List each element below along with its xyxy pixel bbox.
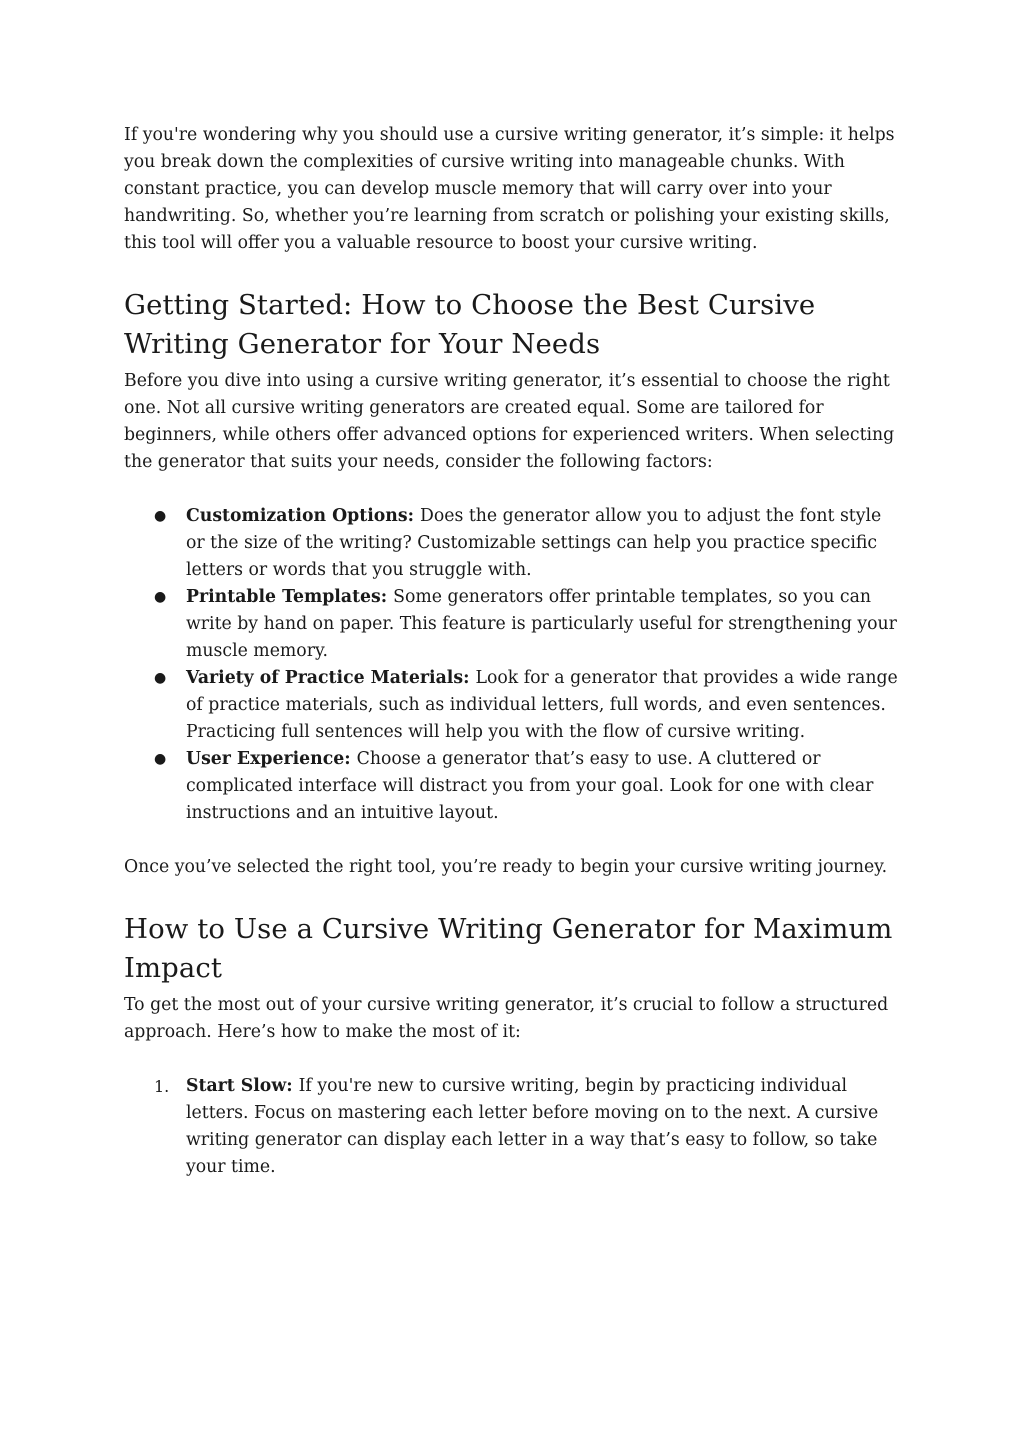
- bullet-icon: ●: [154, 589, 167, 605]
- section-paragraph-choose: Before you dive into using a cursive writing generator, it’s essential to choose the right one. Not all cursive writing generators are created equal. Some are tailored for beginners, while others offer advanced options for experienced writers. When selecting the generator that suits your needs, consider the following factors:: [124, 371, 895, 472]
- list-item-text: Some generators offer printable templates, so you can write by hand on paper. This feature is particularly useful for strengthening your muscle memory.: [186, 587, 897, 661]
- list-item: [124, 584, 904, 665]
- intro-paragraph: If you're wondering why you should use a cursive writing generator, it’s simple: it helps you break down the complexities of cursive writing into manageable chunks. With constant practice, you can develop muscle memory that will carry over into your handwriting. So, whether you’re learning from scratch or polishing your existing skills, this tool will offer you a valuable resource to boost your cursive writing.: [124, 125, 895, 253]
- list-item: [124, 1073, 904, 1181]
- step-number: 1.: [154, 1077, 170, 1096]
- factors-list: [124, 503, 904, 827]
- list-item-text: Look for a generator that provides a wide range of practice materials, such as individual letters, full words, and even sentences. Practicing full sentences will help you with the flow of cursive writing.: [186, 668, 898, 742]
- section-heading-how-to-use: How to Use a Cursive Writing Generator for Maximum Impact: [124, 913, 893, 984]
- list-item-term: User Experience:: [186, 749, 357, 769]
- list-item-text: Choose a generator that’s easy to use. A cluttered or complicated interface will distract you from your goal. Look for one with clear instructions and an intuitive layout.: [186, 749, 874, 823]
- list-item-term: Printable Templates:: [186, 587, 394, 607]
- list-item-text: If you're new to cursive writing, begin by practicing individual letters. Focus on mastering each letter before moving on to the next. A cursive writing generator can display each letter in a way that’s easy to follow, so take your time.: [186, 1076, 879, 1177]
- list-item-text: Does the generator allow you to adjust the font style or the size of the writing? Customizable settings can help you practice specific letters or words that you struggle with.: [186, 506, 882, 580]
- bullet-icon: ●: [154, 508, 167, 524]
- section-paragraph-structured: To get the most out of your cursive writing generator, it’s crucial to follow a structured approach. Here’s how to make the most of it:: [124, 995, 889, 1042]
- bullet-icon: ●: [154, 670, 167, 686]
- list-item: [124, 665, 904, 746]
- list-item-term: Customization Options:: [186, 506, 420, 526]
- list-item: [124, 503, 904, 584]
- document-page: [124, 122, 904, 1181]
- steps-list: [124, 1073, 904, 1181]
- section-closing-paragraph: Once you’ve selected the right tool, you’re ready to begin your cursive writing journey.: [124, 857, 888, 877]
- section-heading-getting-started: Getting Started: How to Choose the Best Cursive Writing Generator for Your Needs: [124, 289, 816, 360]
- bullet-icon: ●: [154, 751, 167, 767]
- list-item: [124, 746, 904, 827]
- list-item-term: Start Slow:: [186, 1076, 299, 1096]
- list-item-term: Variety of Practice Materials:: [186, 668, 476, 688]
